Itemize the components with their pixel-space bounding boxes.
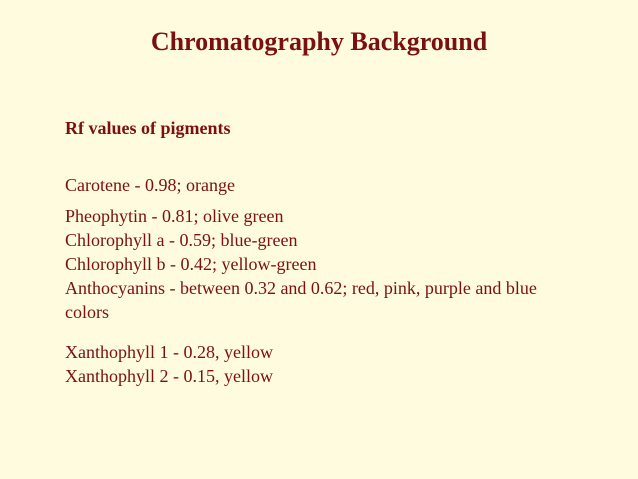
pigment-list-group-2 (65, 204, 565, 324)
pigment-chlorophyll-a: Chlorophyll a - 0.59; blue-green (65, 230, 298, 250)
pigment-carotene: Carotene - 0.98; orange (65, 175, 235, 195)
slide-title: Chromatography Background (150, 27, 488, 56)
pigment-list-group-3 (65, 340, 565, 388)
pigment-anthocyanins: Anthocyanins - between 0.32 and 0.62; red, pink, purple and blue colors (65, 278, 537, 322)
pigment-list-group-1 (65, 173, 565, 197)
pigment-pheophytin: Pheophytin - 0.81; olive green (65, 206, 284, 226)
slide-subtitle: Rf values of pigments (65, 118, 231, 138)
pigment-xanthophyll-2: Xanthophyll 2 - 0.15, yellow (65, 366, 273, 386)
pigment-chlorophyll-b: Chlorophyll b - 0.42; yellow-green (65, 254, 317, 274)
pigment-xanthophyll-1: Xanthophyll 1 - 0.28, yellow (65, 342, 273, 362)
